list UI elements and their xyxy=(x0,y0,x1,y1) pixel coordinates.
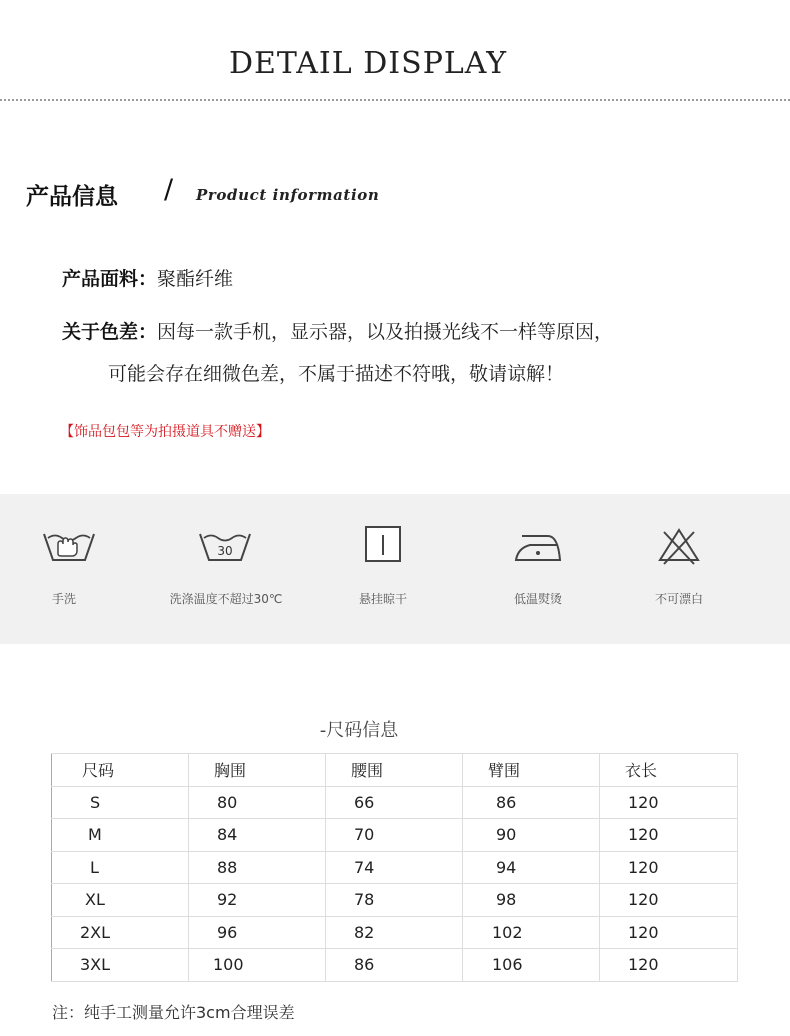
hand-wash-icon xyxy=(34,524,104,568)
length-cell: 120 xyxy=(600,851,738,884)
size-table-header-row xyxy=(52,754,738,787)
table-row xyxy=(52,916,738,949)
table-row xyxy=(52,884,738,917)
size-table-heading: -尺码信息 xyxy=(319,720,399,741)
table-row xyxy=(52,851,738,884)
header-size: 尺码 xyxy=(52,754,189,787)
fabric-label: 产品面料： xyxy=(62,268,158,290)
size-table xyxy=(51,753,738,982)
header-divider xyxy=(0,99,790,101)
measurement-note: 注：纯手工测量允许3cm合理误差 xyxy=(52,1003,295,1022)
chest-cell: 100 xyxy=(189,949,326,982)
section-title-slash: / xyxy=(164,174,174,205)
size-cell: S xyxy=(52,786,189,819)
chest-cell: 80 xyxy=(189,786,326,819)
chest-cell: 92 xyxy=(189,884,326,917)
header-waist: 腰围 xyxy=(326,754,463,787)
arm-cell: 98 xyxy=(463,884,600,917)
fabric-value: 聚酯纤维 xyxy=(157,268,234,290)
waist-cell: 70 xyxy=(326,819,463,852)
chest-cell: 96 xyxy=(189,916,326,949)
wash-30-icon xyxy=(190,524,260,568)
care-label-hand-wash: 手洗 xyxy=(51,592,76,606)
no-bleach-icon xyxy=(644,524,714,568)
color-diff-info xyxy=(62,317,613,344)
line-dry-icon xyxy=(348,524,418,568)
arm-cell: 94 xyxy=(463,851,600,884)
waist-cell: 74 xyxy=(326,851,463,884)
length-cell: 120 xyxy=(600,819,738,852)
chest-cell: 88 xyxy=(189,851,326,884)
arm-cell: 90 xyxy=(463,819,600,852)
size-cell: XL xyxy=(52,884,189,917)
care-instructions-band xyxy=(0,494,790,644)
table-row xyxy=(52,819,738,852)
section-title-cn: 产品信息 xyxy=(26,184,118,210)
care-label-low-iron: 低温熨烫 xyxy=(513,592,562,606)
header-arm: 臂围 xyxy=(463,754,600,787)
color-diff-text-1: 因每一款手机，显示器，以及拍摄光线不一样等原因， xyxy=(157,321,614,343)
waist-cell: 86 xyxy=(326,949,463,982)
size-cell: 2XL xyxy=(52,916,189,949)
color-diff-text-2: 可能会存在细微色差，不属于描述不符哦，敬请谅解！ xyxy=(108,363,565,385)
care-label-line-dry: 悬挂晾干 xyxy=(358,592,407,606)
wash-temperature-number: 30 xyxy=(217,544,233,558)
waist-cell: 78 xyxy=(326,884,463,917)
length-cell: 120 xyxy=(600,786,738,819)
arm-cell: 102 xyxy=(463,916,600,949)
page-title: DETAIL DISPLAY xyxy=(228,46,508,81)
low-iron-icon xyxy=(504,524,574,568)
props-notice: 【饰品包包等为拍摄道具不赠送】 xyxy=(60,424,270,440)
waist-cell: 66 xyxy=(326,786,463,819)
arm-cell: 106 xyxy=(463,949,600,982)
color-diff-label: 关于色差： xyxy=(62,321,158,343)
size-cell: 3XL xyxy=(52,949,189,982)
table-row xyxy=(52,786,738,819)
waist-cell: 82 xyxy=(326,916,463,949)
length-cell: 120 xyxy=(600,884,738,917)
size-cell: L xyxy=(52,851,189,884)
chest-cell: 84 xyxy=(189,819,326,852)
length-cell: 120 xyxy=(600,949,738,982)
section-title-en: Product information xyxy=(196,186,380,204)
care-label-wash-temp: 洗涤温度不超过30℃ xyxy=(169,592,283,606)
header-chest: 胸围 xyxy=(189,754,326,787)
care-label-no-bleach: 不可漂白 xyxy=(654,592,703,606)
size-cell: M xyxy=(52,819,189,852)
length-cell: 120 xyxy=(600,916,738,949)
table-row xyxy=(52,949,738,982)
arm-cell: 86 xyxy=(463,786,600,819)
fabric-info xyxy=(62,264,233,291)
header-length: 衣长 xyxy=(600,754,738,787)
